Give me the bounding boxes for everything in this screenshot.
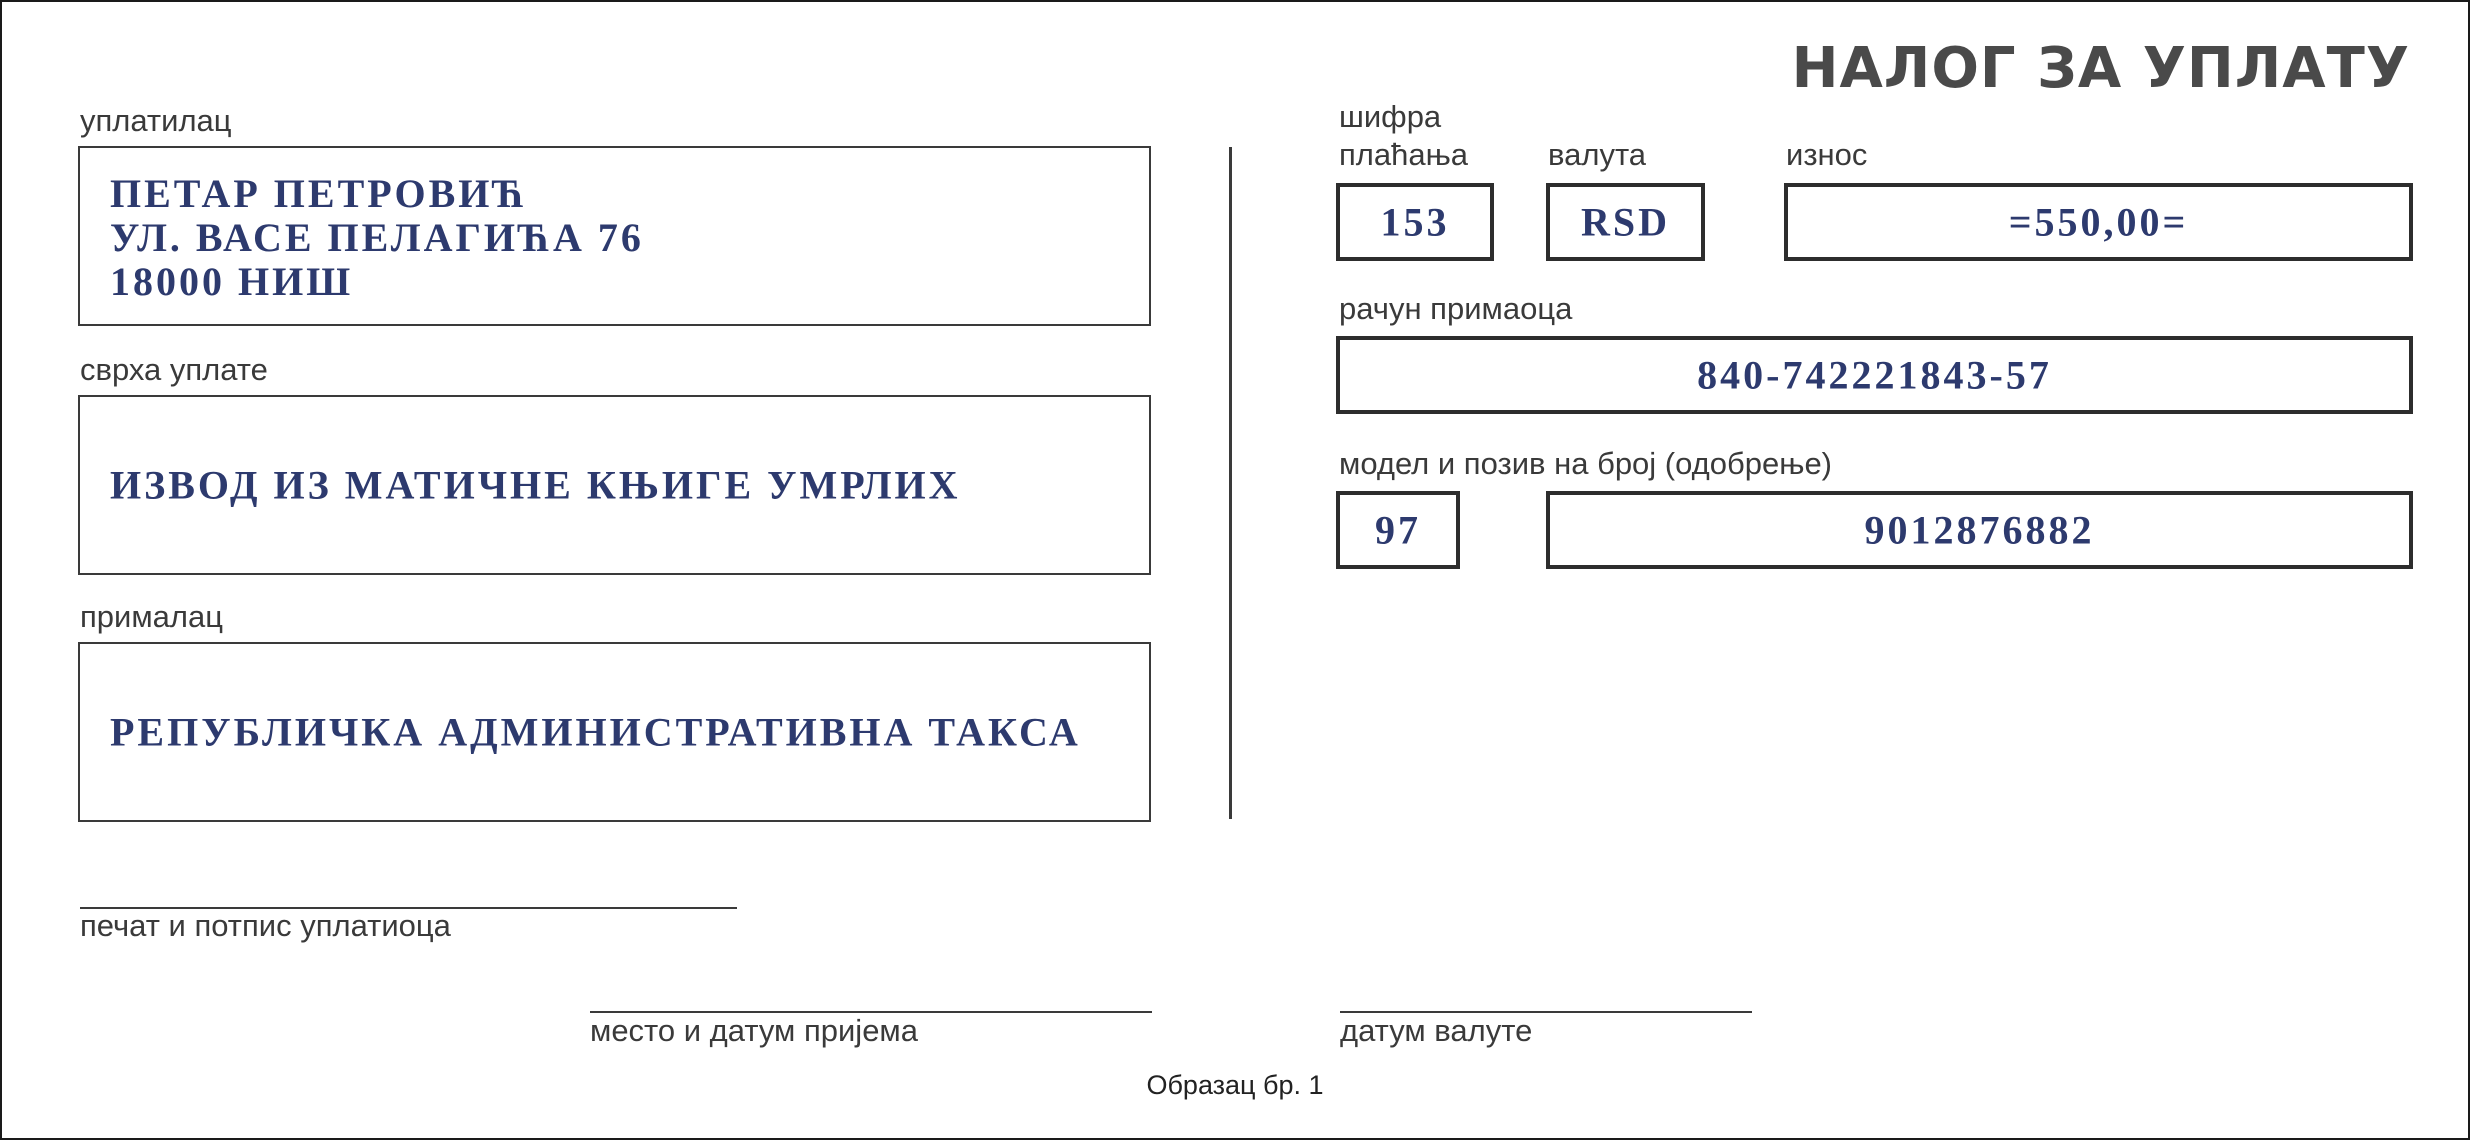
reference-label: модел и позив на број (одобрење)	[1339, 446, 1833, 481]
column-divider	[1229, 147, 1232, 819]
recipient-field[interactable]	[78, 642, 1151, 822]
recipient-account-value: 840-742221843-57	[1697, 352, 2052, 398]
payer-field[interactable]	[78, 146, 1151, 326]
payment-code-label-line1: шифра	[1339, 99, 1442, 134]
reference-model-field[interactable]	[1336, 491, 1460, 569]
reference-model-value: 97	[1375, 507, 1421, 553]
payer-label: уплатилац	[80, 103, 232, 138]
payer-street: УЛ. ВАСЕ ПЕЛАГИЋА 76	[110, 215, 644, 260]
recipient-label: прималац	[80, 599, 223, 634]
recipient-account-label: рачун примаоца	[1339, 291, 1573, 326]
amount-value: =550,00=	[2008, 199, 2189, 245]
recipient-account-field[interactable]	[1336, 336, 2413, 414]
currency-label: валута	[1548, 137, 1647, 172]
form-number: Образац бр. 1	[1146, 1070, 1324, 1100]
purpose-label: сврха уплате	[80, 352, 268, 387]
purpose-value: ИЗВОД ИЗ МАТИЧНЕ КЊИГЕ УМРЛИХ	[110, 462, 961, 508]
payment-code-label-line2: плаћања	[1339, 137, 1469, 172]
payer-text	[110, 172, 644, 304]
reference-number-value: 9012876882	[1864, 507, 2095, 553]
currency-value: RSD	[1580, 199, 1671, 245]
value-date-label: датум валуте	[1340, 1013, 1533, 1048]
payer-city: 18000 НИШ	[110, 259, 354, 304]
payment-code-value: 153	[1380, 199, 1450, 245]
payment-code-field[interactable]	[1336, 183, 1494, 261]
place-date-label: место и датум пријема	[590, 1013, 918, 1048]
reference-number-field[interactable]	[1546, 491, 2413, 569]
amount-field[interactable]	[1784, 183, 2413, 261]
payer-name: ПЕТАР ПЕТРОВИЋ	[110, 171, 528, 216]
purpose-field[interactable]	[78, 395, 1151, 575]
payer-signature-label: печат и потпис уплатиоца	[80, 908, 451, 943]
form-title: НАЛОГ ЗА УПЛАТУ	[1791, 36, 2410, 101]
amount-label: износ	[1786, 137, 1868, 172]
currency-field[interactable]	[1546, 183, 1705, 261]
recipient-value: РЕПУБЛИЧКА АДМИНИСТРАТИВНА ТАКСА	[110, 709, 1081, 755]
